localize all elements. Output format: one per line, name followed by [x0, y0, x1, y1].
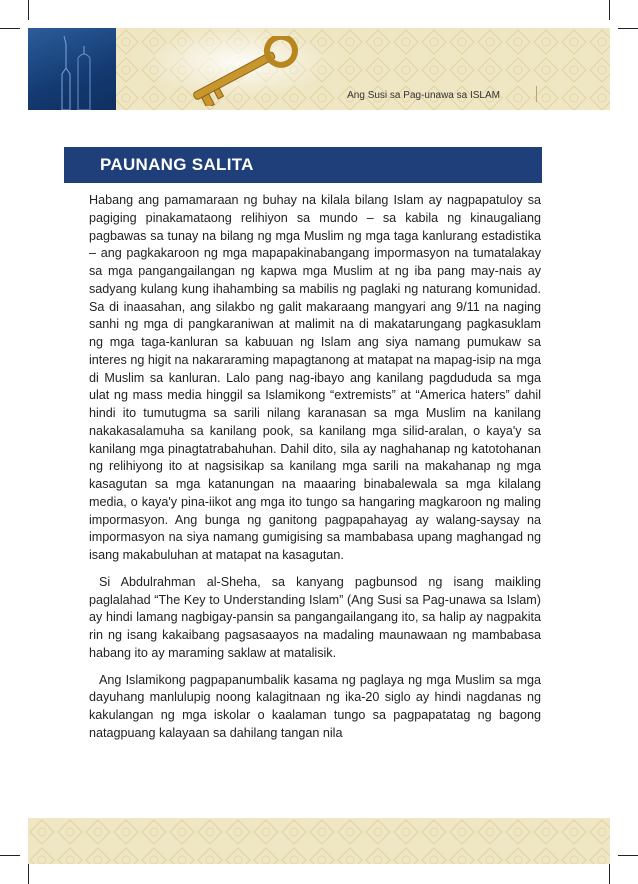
header-blue-block: [28, 28, 116, 110]
section-heading-bar: [64, 147, 542, 183]
section-title: PAUNANG SALITA: [100, 155, 254, 174]
minaret-icon: [28, 28, 116, 110]
crop-mark: [618, 855, 638, 856]
crop-mark: [609, 864, 610, 884]
crop-mark: [0, 28, 20, 29]
running-header-title: Ang Susi sa Pag-unawa sa ISLAM: [347, 90, 500, 101]
paragraph: Habang ang pamamaraan ng buhay na kilala bilang Islam ay nagpapatuloy sa pagiging pinakamataong relihiyon sa mundo – sa kabila ng kinaugaliang pagbawas sa tunay na bilang ng mga Muslim ng mga taga kanlurang estadistika – ang pagkakaroon ng mga mapapakinabangang impormasyon na tumatalakay sa mga pangangailangan ng kapwa mga Muslim at ng iba pang may-nais ay sadyang kulang kung ihahambing sa mabilis ng paglaki ng naturang komunidad. Sa di inaasahan, ang silakbo ng galit makaraang mangyari ang 9/11 na naging sanhi ng mga di pangkaraniwan at malimit na di makatarungang pagkasuklam ng mga taga-kanluran sa kabuuan ng Islam ang siya namang pumukaw sa interes ng higit na nakararaming mapagtanong at matapat na mapag-isip na mga di Muslim sa kanluran. Lalo pang nag-ibayo ang kanilang pagdududa sa mga ulat ng mass media hinggil sa Islamikong “extremists” at “America haters” dahil hindi ito tumutugma sa sarili nilang karanasan sa mga Muslim na kanilang nakakasalamuha sa kanilang pook, sa kanilang mga silid-aralan, o kaya'y sa kanilang mga pinagtatrabahuhan. Dahil dito, sila ay naghahanap ng katotohanan ng relihiyong ito at nagsisikap sa kanilang mga sarili na makahanap ng mga kasagutan sa mga katanungan na maaaring binabalewala sa mga kilalang media, o kaya'y pina-iikot ang mga ito tungo sa hangaring magkaroon ng maling impormasyon. Ang bunga ng ganitong pagpapahayag ay walang-saysay na impormasyon na siya namang gumigising sa mambabasa upang maghangad ng isang makabuluhan at matapat na kasagutan.: [89, 193, 541, 562]
crop-mark: [28, 864, 29, 884]
crop-mark: [0, 855, 20, 856]
paragraph: Si Abdulrahman al-Sheha, sa kanyang pagbunsod ng isang maikling paglalahad “The Key to Understanding Islam” (Ang Susi sa Pag-unawa sa Islam) ay hindi lamang nagbigay-pansin sa pangangailangang ito, sa halip ay nagpakita rin ng isang kakaibang pagsasaayos na madaling maunawaan ng mambabasa habang ito ay maraming saklaw at matalisik.: [89, 574, 541, 660]
header-divider: [536, 86, 537, 102]
crop-mark: [618, 28, 638, 29]
footer-pattern: [28, 818, 610, 864]
crop-mark: [28, 0, 29, 20]
paragraph: Ang Islamikong pagpapanumbalik kasama ng paglaya ng mga Muslim sa mga dayuhang manlulupig noong kalagitnaan ng ika-20 siglo ay hindi nagdanas ng kakulangan ng mga iskolar o kaalaman tungo sa pagpapatatag ng bagong natagpuang kalayaan sa dahilang tangan nila: [89, 672, 541, 740]
crop-mark: [609, 0, 610, 20]
key-icon: [178, 36, 308, 106]
footer-band: [28, 818, 610, 864]
body-text: [89, 192, 541, 752]
